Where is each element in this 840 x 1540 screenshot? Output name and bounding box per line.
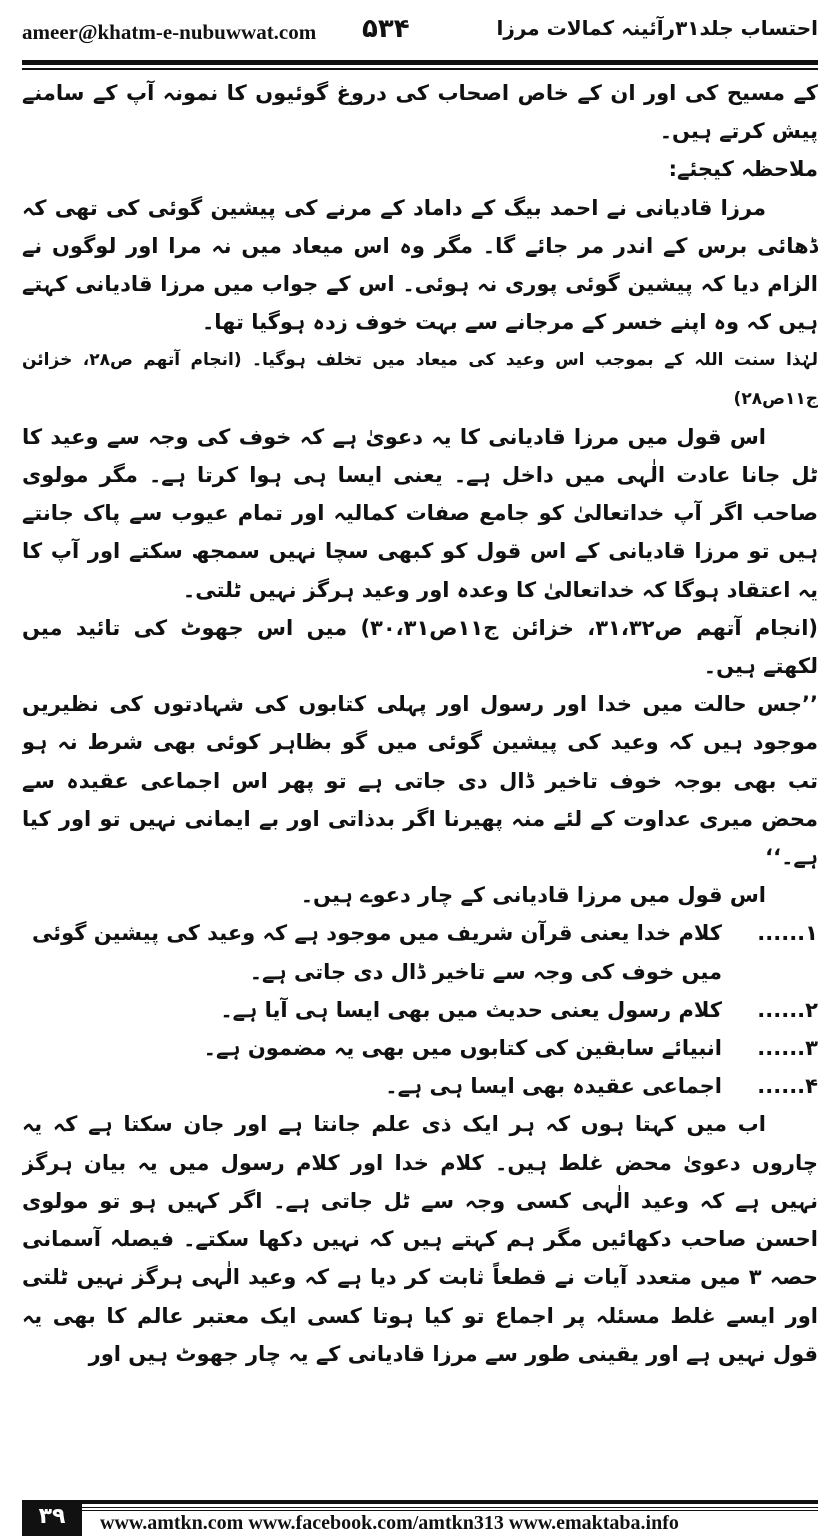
header-email: ameer@khatm-e-nubuwwat.com	[22, 20, 317, 44]
paragraph-citation: لہٰذا سنت اللہ کے بموجب اس وعید کی میعاد میں تخلف ہوگیا۔ (انجام آتھم ص۲۸، خزائن ج۱۱ص۲۸)	[22, 350, 818, 409]
footer-urls: www.amtkn.com www.facebook.com/amtkn313 www.emaktaba.info	[100, 1512, 679, 1534]
list-item	[22, 914, 818, 990]
list-item-number: ۲......	[757, 997, 818, 1022]
paragraph-quote: ’’جس حالت میں خدا اور رسول اور پہلی کتابوں کی شہادتوں کی نظیریں موجود ہیں کہ وعید کی پیشین گوئی میں گو بظاہر کوئی بھی شرط نہ ہو تب بھی بوجہ خوف تاخیر ڈال دی جاتی ہے تو پھر اس اجماعی عقیدہ سے محض میری عداوت کے لئے منہ پھیرنا اگر بدذاتی اور بے ایمانی نہیں تو اور کیا ہے۔‘‘	[22, 692, 818, 870]
page-header	[22, 8, 818, 56]
paragraph-claim: اس قول میں مرزا قادیانی کا یہ دعویٰ ہے کہ خوف کی وجہ سے وعید کا ٹل جانا عادت الٰہی میں داخل ہے۔ یعنی ایسا ہی ہوا کرتا ہے۔ مگر مولوی صاحب اگر آپ خداتعالیٰ کو جامع صفات کمالیہ اور تمام عیوب سے پاک جانتے ہیں تو مرزا قادیانی کے اس قول کو کبھی سچا نہیں سمجھ سکتے اور آپ کا یہ اعتقاد ہوگا کہ خداتعالیٰ کا وعدہ اور وعید ہرگز نہیں ٹلتی۔	[22, 424, 818, 602]
list-item	[22, 1067, 818, 1105]
header-running-title: احتساب جلد۳۱رآئینہ کمالات مرزا	[496, 16, 818, 40]
list-item-number: ۳......	[757, 1036, 818, 1061]
footer-page-number: ۳۹	[22, 1500, 82, 1536]
paragraph-note: ملاحظہ کیجئے:	[668, 157, 818, 182]
list-item-text: انبیائے سابقین کی کتابوں میں بھی یہ مضمون ہے۔	[203, 1036, 722, 1061]
header-page-number: ۵۳۴	[362, 14, 410, 44]
list-item-text: اجماعی عقیدہ بھی ایسا ہی ہے۔	[385, 1074, 722, 1099]
list-item	[22, 991, 818, 1029]
header-rule-thin	[22, 68, 818, 70]
paragraph-intro: کے مسیح کی اور ان کے خاص اصحاب کی دروغ گوئیوں کا نمونہ آپ کے سامنے پیش کرتے ہیں۔	[22, 81, 818, 144]
list-item-number: ۴......	[757, 1074, 818, 1099]
page-body	[22, 74, 818, 1484]
list-item-number: ۱......	[757, 921, 818, 946]
footer-rule	[82, 1507, 818, 1508]
list-item-text: کلام خدا یعنی قرآن شریف میں موجود ہے کہ وعید کی پیشین گوئی میں خوف کی وجہ سے تاخیر ڈال دی جاتی ہے۔	[31, 921, 722, 984]
footer-rule	[82, 1510, 818, 1511]
paragraph-four-claims: اس قول میں مرزا قادیانی کے چار دعوے ہیں۔	[300, 883, 766, 908]
footer-rule	[82, 1500, 818, 1504]
page-footer	[22, 1500, 818, 1536]
paragraph-reference: (انجام آتھم ص۳۱،۳۲، خزائن ج۱۱ص۳۰،۳۱) میں اس جھوٹ کی تائید میں لکھتے ہیں۔	[22, 615, 818, 679]
paragraph-conclusion: اب میں کہتا ہوں کہ ہر ایک ذی علم جانتا ہے اور جان سکتا ہے کہ یہ چاروں دعویٰ محض غلط ہیں۔ کلام خدا اور کلام رسول میں یہ بیان ہرگز نہیں ہے کہ وعید الٰہی کسی وجہ سے ٹل جاتی ہے۔ اگر کہیں ہو تو مولوی احسن صاحب دکھائیں مگر ہم کہتے ہیں کہ نہیں دکھا سکتے۔ فیصلہ آسمانی حصہ ۳ میں متعدد آیات نے قطعاً ثابت کر دیا ہے کہ وعید الٰہی ہرگز نہیں ٹلتی اور ایسے غلط مسئلہ پر اجماع تو کیا ہوتا کسی ایک معتبر عالم کا بھی یہ قول نہیں ہے اور یقینی طور سے مرزا قادیانی کے یہ چار جھوٹ ہیں اور	[22, 1112, 818, 1366]
list-item-text: کلام رسول یعنی حدیث میں بھی ایسا ہی آیا ہے۔	[220, 997, 722, 1022]
header-rule-thick	[22, 60, 818, 65]
paragraph-prophecy: مرزا قادیانی نے احمد بیگ کے داماد کے مرنے کی پیشین گوئی کی تھی کہ ڈھائی برس کے اندر مر جائے گا۔ مگر وہ اس میعاد میں نہ مرا اور لوگوں نے الزام دیا کہ پیشین گوئی پوری نہ ہوئی۔ اس کے جواب میں مرزا قادیانی کہتے ہیں کہ وہ اپنے خسر کے مرجانے سے بہت خوف زدہ ہوگیا تھا۔	[22, 195, 818, 335]
list-item	[22, 1029, 818, 1067]
